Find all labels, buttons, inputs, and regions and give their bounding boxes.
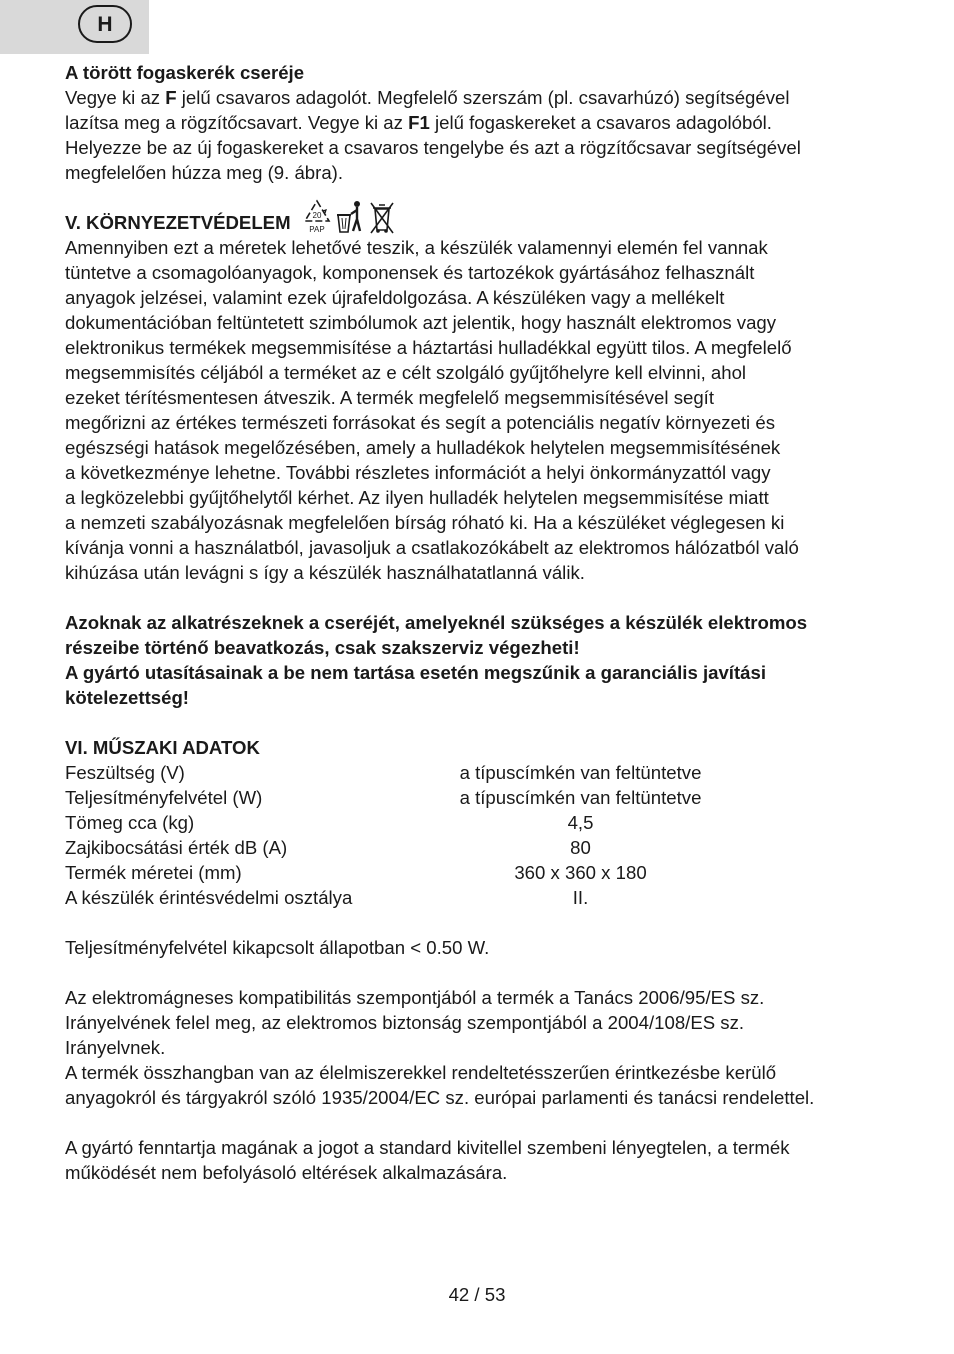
compliance-paragraph [65, 985, 895, 1110]
env-section-title: V. KÖRNYEZETVÉDELEM [65, 212, 291, 233]
tidy-man-icon [335, 199, 365, 235]
standby-power: Teljesítményfelvétel kikapcsolt állapotban < 0.50 W. [65, 937, 490, 958]
warning-line: Azoknak az alkatrészeknek a cseréjét, amelyeknél szükséges a készülék elektromos [65, 612, 808, 633]
reservation-paragraph [65, 1135, 895, 1185]
env-title-row [65, 185, 895, 235]
compliance-line: Irányelvnek. [65, 1037, 166, 1058]
svg-text:PAP: PAP [308, 225, 325, 234]
spec-label: Termék méretei (mm) [65, 862, 242, 883]
spec-table [65, 760, 895, 910]
spec-value: 80 [570, 837, 591, 858]
spec-value: a típuscímkén van feltüntetve [459, 762, 702, 783]
compliance-line: Az elektromágneses kompatibilitás szempontjából a termék a Tanács 2006/95/ES sz. [65, 987, 765, 1008]
gear-line: Helyezze be az új fogaskereket a csavaros tengelybe és azt a rögzítőcsavar segítségével [65, 137, 801, 158]
env-line: a következménye lehetne. További részletes információt a helyi önkormányzattól vagy [65, 462, 771, 483]
recycle-pap-icon [303, 199, 331, 235]
env-line: megőrizni az értékes természeti forrásokat és segít a potenciális negatív környezeti és [65, 412, 775, 433]
gear-section-title: A törött fogaskerék cseréje [65, 62, 305, 83]
spec-label: Zajkibocsátási érték dB (A) [65, 837, 288, 858]
warning-line: A gyártó utasításainak a be nem tartása esetén megszűnik a garanciális javítási [65, 662, 767, 683]
spec-label: Feszültség (V) [65, 762, 185, 783]
page-number: 42 / 53 [448, 1284, 506, 1305]
env-line: megsemmisítés céljából a terméket az e célt szolgáló gyűjtőhelyre kell elvinni, ahol [65, 362, 747, 383]
language-tab [0, 0, 149, 54]
compliance-line: A termék összhangban van az élelmiszerekkel rendeltetésszerűen érintkezésbe kerülő [65, 1062, 777, 1083]
spec-label: Teljesítményfelvétel (W) [65, 787, 263, 808]
env-line: a legközelebbi gyűjtőhelytől kérhet. Az ilyen hulladék helytelen megsemmisítése miatt [65, 487, 769, 508]
page-content [65, 60, 895, 1185]
spec-value: II. [572, 887, 589, 908]
warning-line: részeibe történő beavatkozás, csak szakszerviz végezheti! [65, 637, 580, 658]
gear-line: Vegye ki az F jelű csavaros adagolót. Megfelelő szerszám (pl. csavarhúzó) segítségével [65, 87, 790, 108]
env-line: dokumentációban feltüntetett szimbólumok azt jelentik, hogy használt elektromos vagy [65, 312, 777, 333]
crossed-bin-icon [369, 199, 395, 235]
compliance-line: Irányelvének felel meg, az elektromos biztonság szempontjából a 2004/108/ES sz. [65, 1012, 745, 1033]
spec-value: 4,5 [567, 812, 594, 833]
reservation-line: A gyártó fenntartja magának a jogot a standard kivitellel szembeni lényegtelen, a termék [65, 1137, 790, 1158]
warning-line: kötelezettség! [65, 687, 189, 708]
env-line: tüntetve a csomagolóanyagok, komponensek és tartozékok gyártásához felhasznált [65, 262, 755, 283]
env-line: a nemzeti szabályozásnak megfelelően bírság róható ki. Ha a készüléket véglegesen ki [65, 512, 785, 533]
gear-line: megfelelően húzza meg (9. ábra). [65, 162, 344, 183]
env-icons [303, 199, 395, 235]
env-line: ezeket térítésmentesen átveszik. A termék megfelelő megsemmisítésével segít [65, 387, 715, 408]
tech-section-title: VI. MŰSZAKI ADATOK [65, 737, 260, 758]
env-line: kihúzása után levágni s így a készülék használhatatlanná válik. [65, 562, 585, 583]
language-badge: H [78, 5, 132, 43]
env-line: elektronikus termékek megsemmisítése a háztartási hulladékkal együtt tilos. A megfelelő [65, 337, 792, 358]
spec-label: Tömeg cca (kg) [65, 812, 195, 833]
reservation-line: működését nem befolyásoló eltérések alkalmazására. [65, 1162, 508, 1183]
spec-value: 360 x 360 x 180 [514, 862, 647, 883]
env-paragraph [65, 235, 895, 585]
warning-paragraph [65, 610, 895, 710]
spec-value: a típuscímkén van feltüntetve [459, 787, 702, 808]
env-line: anyagok jelzései, valamint ezek újrafeldolgozása. A készüléken vagy a mellékelt [65, 287, 725, 308]
env-line: egészségi hatások megelőzésében, amely a hulladékok helytelen megsemmisítésének [65, 437, 781, 458]
compliance-line: anyagokról és tárgyakról szóló 1935/2004/EC sz. európai parlamenti és tanácsi rendelettel. [65, 1087, 815, 1108]
gear-line: lazítsa meg a rögzítőcsavart. Vegye ki az F1 jelű fogaskereket a csavaros adagolóból. [65, 112, 772, 133]
svg-text:20: 20 [312, 211, 322, 220]
env-line: kívánja vonni a használatból, javasoljuk a csatlakozókábelt az elektromos hálózatból való [65, 537, 799, 558]
env-line: Amennyiben ezt a méretek lehetővé teszik, a készülék valamennyi elemén fel vannak [65, 237, 768, 258]
spec-label: A készülék érintésvédelmi osztálya [65, 887, 353, 908]
